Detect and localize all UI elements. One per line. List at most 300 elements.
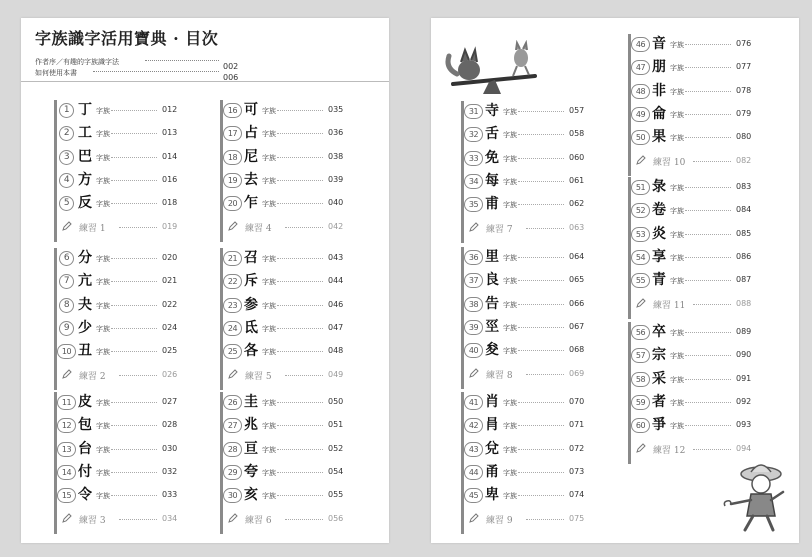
- toc-entry[interactable]: [466, 270, 592, 290]
- entry-number-badge: 31: [464, 104, 483, 119]
- leader-dots: [277, 305, 323, 306]
- practice-page-number: 042: [328, 221, 344, 231]
- entry-label: 字族: [503, 154, 517, 163]
- entry-label: 字族: [503, 422, 517, 431]
- leader-dots: [277, 203, 323, 204]
- leader-dots: [685, 355, 731, 356]
- entry-page-number: 065: [569, 275, 585, 285]
- entry-label: 字族: [262, 445, 276, 454]
- entry-number-badge: 47: [631, 60, 650, 75]
- entry-label: 字族: [670, 398, 684, 407]
- leader-dots: [518, 204, 564, 205]
- entry-character: 参: [244, 296, 258, 313]
- leader-dots: [111, 472, 157, 473]
- entry-page-number: 076: [736, 39, 752, 48]
- toc-entry[interactable]: [59, 248, 185, 268]
- leader-dots: [111, 258, 157, 259]
- entry-page-number: 022: [162, 299, 178, 309]
- entry-label: 字族: [262, 130, 276, 139]
- entry-page-number: 089: [736, 327, 752, 336]
- entry-number-badge: 46: [631, 37, 650, 52]
- entry-page-number: 093: [736, 420, 752, 430]
- leader-dots: [685, 257, 731, 258]
- entry-page-number: 040: [328, 198, 344, 208]
- entry-character: 亢: [78, 273, 92, 290]
- leader-dots: [111, 425, 157, 426]
- entry-page-number: 047: [328, 322, 344, 332]
- section-bar: [628, 322, 631, 464]
- entry-label: 字族: [96, 130, 110, 139]
- toc-entry[interactable]: [633, 200, 759, 220]
- entry-number-badge: 18: [223, 150, 242, 165]
- practice-label: 練習 11: [653, 300, 686, 311]
- entry-page-number: 038: [328, 151, 344, 161]
- section-bar: [628, 34, 631, 176]
- leader-dots: [111, 110, 157, 111]
- entry-character: 甬: [485, 463, 499, 480]
- toc-page-left: [21, 18, 389, 543]
- leader-dots: [285, 227, 323, 228]
- child-with-hat-illustration: [717, 458, 787, 536]
- entry-page-number: 073: [569, 466, 585, 476]
- entry-number-badge: 21: [223, 251, 242, 266]
- toc-entry[interactable]: [59, 318, 185, 338]
- entry-page-number: 077: [736, 62, 752, 72]
- toc-entry[interactable]: [633, 81, 759, 101]
- leader-dots: [693, 449, 731, 450]
- entry-number-badge: 14: [57, 465, 76, 480]
- leader-dots: [277, 258, 323, 259]
- entry-number-badge: 23: [223, 298, 242, 313]
- entry-character: 兌: [485, 440, 499, 457]
- entry-label: 字族: [262, 422, 276, 431]
- entry-page-number: 033: [162, 490, 178, 500]
- toc-entry[interactable]: [59, 341, 185, 361]
- leader-dots: [277, 425, 323, 426]
- toc-section: [54, 248, 184, 392]
- practice-page-number: 082: [736, 155, 752, 165]
- entry-label: 字族: [670, 422, 684, 431]
- entry-page-number: 014: [162, 151, 178, 161]
- pencil-icon: [635, 297, 647, 309]
- toc-entry[interactable]: [225, 170, 351, 190]
- front-matter-item[interactable]: [35, 57, 265, 71]
- leader-dots: [518, 495, 564, 496]
- entry-label: 字族: [503, 445, 517, 454]
- entry-page-number: 013: [162, 128, 178, 138]
- toc-entry[interactable]: [633, 34, 759, 54]
- leader-dots: [111, 203, 157, 204]
- leader-dots: [111, 133, 157, 134]
- entry-character: 享: [652, 248, 666, 265]
- entry-number-badge: 39: [464, 320, 483, 335]
- leader-dots: [518, 158, 564, 159]
- practice-entry[interactable]: [466, 218, 592, 238]
- pencil-icon: [227, 512, 239, 524]
- entry-label: 字族: [670, 134, 684, 143]
- toc-entry[interactable]: [633, 104, 759, 124]
- entry-character: 朋: [652, 59, 666, 76]
- toc-entry[interactable]: [633, 345, 759, 365]
- entry-number-badge: 7: [59, 274, 74, 289]
- entry-number-badge: 48: [631, 84, 650, 99]
- entry-label: 字族: [670, 375, 684, 384]
- toc-entry[interactable]: [225, 485, 351, 505]
- entry-page-number: 091: [736, 373, 752, 383]
- entry-character: 侖: [652, 105, 666, 122]
- entry-number-badge: 10: [57, 344, 76, 359]
- section-bar: [461, 247, 464, 389]
- entry-label: 字族: [96, 278, 110, 287]
- entry-label: 字族: [262, 399, 276, 407]
- practice-label: 練習 6: [245, 515, 272, 526]
- toc-entry[interactable]: [225, 341, 351, 361]
- entry-page-number: 057: [569, 106, 585, 115]
- entry-page-number: 085: [736, 228, 752, 238]
- entry-label: 字族: [670, 352, 684, 361]
- entry-number-badge: 34: [464, 174, 483, 189]
- entry-page-number: 064: [569, 252, 585, 261]
- toc-entry[interactable]: [633, 57, 759, 77]
- entry-page-number: 020: [162, 253, 178, 262]
- entry-character: 每: [485, 172, 499, 189]
- toc-entry[interactable]: [633, 247, 759, 267]
- entry-page-number: 021: [162, 276, 178, 286]
- practice-entry[interactable]: [633, 439, 759, 459]
- toc-entry[interactable]: [59, 485, 185, 505]
- toc-entry[interactable]: [633, 224, 759, 244]
- entry-label: 字族: [503, 254, 517, 262]
- leader-dots: [518, 402, 564, 403]
- pencil-icon: [61, 512, 73, 524]
- toc-entry[interactable]: [225, 439, 351, 459]
- toc-entry[interactable]: [633, 127, 759, 147]
- toc-entry[interactable]: [225, 123, 351, 143]
- pencil-icon: [635, 442, 647, 454]
- leader-dots: [111, 328, 157, 329]
- entry-character: 爭: [652, 417, 666, 434]
- section-bar: [461, 101, 464, 243]
- toc-entry[interactable]: [59, 147, 185, 167]
- entry-label: 字族: [96, 153, 110, 162]
- entry-page-number: 055: [328, 490, 344, 500]
- leader-dots: [518, 181, 564, 182]
- leader-dots: [685, 114, 731, 115]
- leader-dots: [277, 180, 323, 181]
- leader-dots: [685, 234, 731, 235]
- practice-entry[interactable]: [466, 509, 592, 529]
- toc-entry[interactable]: [466, 247, 592, 267]
- toc-section: [54, 100, 184, 244]
- entry-label: 字族: [503, 108, 517, 116]
- toc-entry[interactable]: [633, 392, 759, 412]
- toc-entry[interactable]: [225, 248, 351, 268]
- entry-character: 少: [78, 319, 92, 336]
- toc-entry[interactable]: [59, 271, 185, 291]
- toc-section: [628, 322, 758, 466]
- entry-page-number: 012: [162, 105, 178, 114]
- toc-entry[interactable]: [633, 270, 759, 290]
- entry-page-number: 051: [328, 420, 344, 430]
- entry-number-badge: 45: [464, 488, 483, 503]
- toc-entry[interactable]: [59, 415, 185, 435]
- entry-page-number: 060: [569, 152, 585, 162]
- practice-entry[interactable]: [59, 365, 185, 385]
- entry-page-number: 070: [569, 397, 585, 406]
- entry-label: 字族: [96, 348, 110, 357]
- entry-character: 非: [652, 82, 666, 99]
- toc-entry[interactable]: [633, 415, 759, 435]
- entry-character: 良: [485, 272, 499, 289]
- leader-dots: [685, 44, 731, 45]
- toc-entry[interactable]: [466, 462, 592, 482]
- toc-entry[interactable]: [225, 100, 351, 120]
- toc-entry[interactable]: [59, 295, 185, 315]
- practice-entry[interactable]: [633, 294, 759, 314]
- entry-number-badge: 19: [223, 173, 242, 188]
- entry-character: 巴: [78, 148, 92, 165]
- entry-character: 告: [485, 295, 499, 312]
- entry-character: 召: [244, 250, 258, 266]
- leader-dots: [685, 402, 731, 403]
- entry-number-badge: 6: [59, 251, 74, 266]
- toc-entry[interactable]: [466, 317, 592, 337]
- toc-section: [628, 34, 758, 178]
- entry-number-badge: 16: [223, 103, 242, 118]
- entry-label: 字族: [503, 300, 517, 309]
- toc-entry[interactable]: [225, 392, 351, 412]
- front-matter-item[interactable]: [35, 68, 265, 82]
- entry-character: 付: [78, 463, 92, 480]
- toc-entry[interactable]: [466, 340, 592, 360]
- entry-character: 采: [652, 370, 666, 387]
- toc-section: [220, 248, 350, 392]
- entry-character: 令: [78, 487, 92, 504]
- toc-entry[interactable]: [466, 101, 592, 121]
- entry-character: 寺: [485, 103, 499, 119]
- leader-dots: [111, 180, 157, 181]
- leader-dots: [111, 402, 157, 403]
- entry-character: 氐: [244, 319, 258, 336]
- entry-number-badge: 9: [59, 321, 74, 336]
- toc-section: [54, 392, 184, 536]
- toc-section: [461, 392, 591, 536]
- leader-dots: [111, 351, 157, 352]
- entry-character: 肙: [485, 417, 499, 434]
- practice-label: 練習 8: [486, 370, 513, 381]
- entry-page-number: 084: [736, 205, 752, 215]
- entry-page-number: 046: [328, 299, 344, 309]
- leader-dots: [685, 67, 731, 68]
- toc-entry[interactable]: [466, 148, 592, 168]
- entry-page-number: 044: [328, 276, 344, 286]
- pencil-icon: [468, 512, 480, 524]
- entry-number-badge: 33: [464, 151, 483, 166]
- practice-entry[interactable]: [59, 509, 185, 529]
- leader-dots: [111, 281, 157, 282]
- entry-page-number: 067: [569, 321, 585, 331]
- practice-page-number: 069: [569, 368, 585, 378]
- toc-entry[interactable]: [466, 124, 592, 144]
- entry-label: 字族: [670, 64, 684, 73]
- toc-entry[interactable]: [225, 271, 351, 291]
- toc-entry[interactable]: [466, 439, 592, 459]
- leader-dots: [277, 449, 323, 450]
- entry-character: 亘: [244, 440, 258, 457]
- practice-label: 練習 2: [79, 371, 106, 382]
- toc-entry[interactable]: [225, 147, 351, 167]
- entry-number-badge: 28: [223, 442, 242, 457]
- entry-label: 字族: [262, 492, 276, 501]
- entry-number-badge: 38: [464, 297, 483, 312]
- toc-entry[interactable]: [225, 462, 351, 482]
- leader-dots: [119, 519, 157, 520]
- leader-dots: [277, 495, 323, 496]
- leader-dots: [685, 332, 731, 333]
- toc-entry[interactable]: [633, 177, 759, 197]
- entry-label: 字族: [262, 255, 276, 263]
- entry-number-badge: 3: [59, 150, 74, 165]
- entry-label: 字族: [503, 399, 517, 407]
- entry-label: 字族: [670, 230, 684, 239]
- entry-label: 字族: [503, 277, 517, 286]
- entry-label: 字族: [503, 131, 517, 140]
- entry-page-number: 050: [328, 397, 344, 406]
- toc-entry[interactable]: [225, 193, 351, 213]
- practice-entry[interactable]: [225, 365, 351, 385]
- toc-entry[interactable]: [225, 295, 351, 315]
- toc-entry[interactable]: [225, 415, 351, 435]
- entry-number-badge: 5: [59, 196, 74, 211]
- practice-entry[interactable]: [466, 364, 592, 384]
- entry-character: 宗: [652, 347, 666, 364]
- entry-page-number: 018: [162, 198, 178, 208]
- entry-number-badge: 56: [631, 325, 650, 340]
- leader-dots: [111, 305, 157, 306]
- pencil-icon: [468, 221, 480, 233]
- entry-page-number: 083: [736, 182, 752, 191]
- entry-character: 肖: [485, 394, 499, 410]
- entry-character: 卑: [485, 487, 499, 504]
- entry-page-number: 052: [328, 443, 344, 453]
- front-matter-page: 002: [223, 62, 239, 71]
- toc-entry[interactable]: [466, 194, 592, 214]
- entry-label: 字族: [96, 492, 110, 501]
- front-matter-page: 006: [223, 73, 239, 82]
- entry-page-number: 068: [569, 345, 585, 355]
- leader-dots: [277, 328, 323, 329]
- practice-page-number: 026: [162, 369, 178, 379]
- entry-character: 分: [78, 250, 92, 266]
- toc-entry[interactable]: [466, 392, 592, 412]
- entry-character: 夋: [485, 342, 499, 359]
- leader-dots: [119, 227, 157, 228]
- toc-entry[interactable]: [59, 193, 185, 213]
- toc-entry[interactable]: [633, 322, 759, 342]
- entry-character: 方: [78, 171, 92, 188]
- section-bar: [220, 100, 223, 242]
- entry-label: 字族: [262, 107, 276, 115]
- entry-label: 字族: [262, 278, 276, 287]
- front-matter-label: 如何使用本書: [35, 69, 77, 77]
- practice-page-number: 034: [162, 513, 178, 523]
- entry-label: 字族: [262, 200, 276, 209]
- toc-entry[interactable]: [225, 318, 351, 338]
- entry-number-badge: 52: [631, 203, 650, 218]
- practice-entry[interactable]: [225, 217, 351, 237]
- practice-entry[interactable]: [225, 509, 351, 529]
- entry-page-number: 048: [328, 346, 344, 356]
- toc-entry[interactable]: [466, 294, 592, 314]
- leader-dots: [685, 210, 731, 211]
- entry-number-badge: 58: [631, 372, 650, 387]
- entry-page-number: 032: [162, 466, 178, 476]
- toc-entry[interactable]: [59, 392, 185, 412]
- entry-label: 字族: [670, 253, 684, 262]
- entry-number-badge: 20: [223, 196, 242, 211]
- practice-page-number: 049: [328, 369, 344, 379]
- entry-character: 卷: [652, 202, 666, 219]
- entry-number-badge: 59: [631, 395, 650, 410]
- entry-number-badge: 43: [464, 442, 483, 457]
- entry-character: 斥: [244, 273, 258, 290]
- entry-page-number: 030: [162, 443, 178, 453]
- entry-number-badge: 25: [223, 344, 242, 359]
- toc-entry[interactable]: [59, 439, 185, 459]
- toc-section: [220, 100, 350, 244]
- toc-entry[interactable]: [633, 369, 759, 389]
- toc-entry[interactable]: [466, 171, 592, 191]
- entry-character: 炎: [652, 225, 666, 242]
- entry-number-badge: 35: [464, 197, 483, 212]
- section-bar: [54, 100, 57, 242]
- toc-entry[interactable]: [59, 100, 185, 120]
- practice-entry[interactable]: [633, 151, 759, 171]
- leader-dots: [119, 375, 157, 376]
- entry-number-badge: 57: [631, 348, 650, 363]
- entry-page-number: 027: [162, 397, 178, 406]
- entry-label: 字族: [96, 107, 110, 115]
- entry-page-number: 086: [736, 251, 752, 261]
- pencil-icon: [635, 154, 647, 166]
- entry-page-number: 035: [328, 105, 344, 114]
- entry-character: 丑: [78, 343, 92, 360]
- entry-character: 夬: [78, 296, 92, 313]
- entry-label: 字族: [670, 207, 684, 216]
- entry-number-badge: 42: [464, 418, 483, 433]
- entry-number-badge: 13: [57, 442, 76, 457]
- entry-character: 巠: [485, 318, 499, 335]
- entry-label: 字族: [96, 255, 110, 263]
- entry-character: 反: [78, 195, 92, 212]
- toc-entry[interactable]: [59, 462, 185, 482]
- entry-character: 各: [244, 343, 258, 360]
- toc-entry[interactable]: [59, 123, 185, 143]
- toc-entry[interactable]: [466, 485, 592, 505]
- practice-label: 練習 5: [245, 371, 272, 382]
- entry-character: 夸: [244, 463, 258, 480]
- toc-entry[interactable]: [59, 170, 185, 190]
- entry-number-badge: 37: [464, 273, 483, 288]
- leader-dots: [526, 519, 564, 520]
- leader-dots: [518, 425, 564, 426]
- entry-number-badge: 53: [631, 227, 650, 242]
- entry-page-number: 036: [328, 128, 344, 138]
- entry-character: 青: [652, 272, 666, 289]
- toc-entry[interactable]: [466, 415, 592, 435]
- entry-page-number: 072: [569, 443, 585, 453]
- practice-entry[interactable]: [59, 217, 185, 237]
